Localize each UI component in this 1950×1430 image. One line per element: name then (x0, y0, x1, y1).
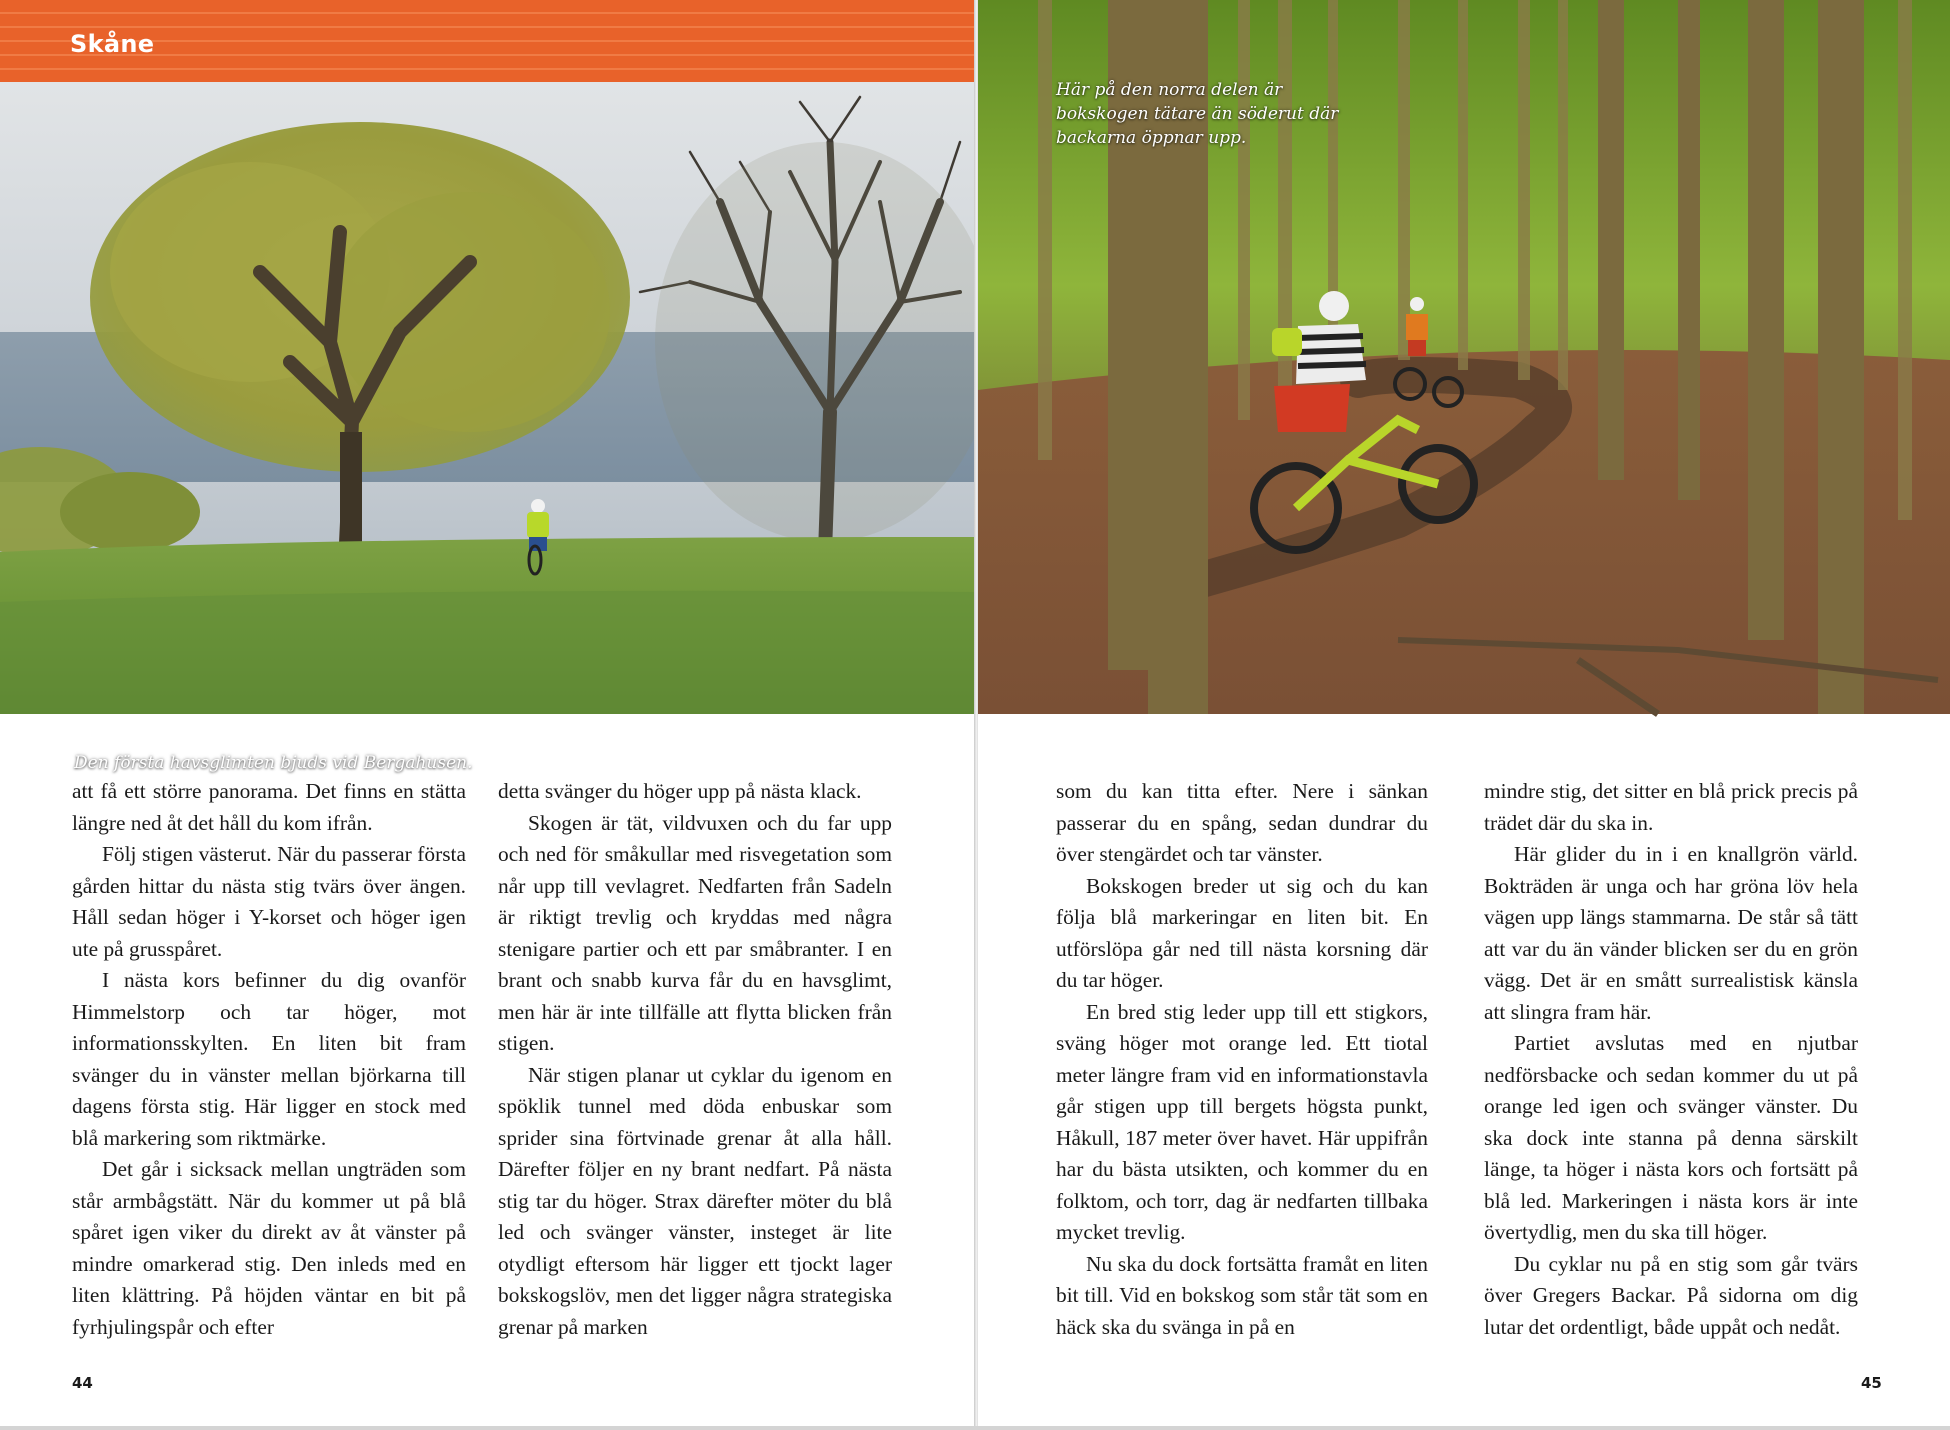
meadow-oak-photo (0, 82, 974, 773)
paragraph: Det går i sicksack mellan ungträden som står armbågstätt. När du kommer ut på blå spåret igen viker du direkt av åt vänster på mindre omarkerad stig. Den inleds med en liten klättring. På höjden väntar en bit på fyrhjulingspår och efter (72, 1157, 466, 1339)
paragraph: När stigen planar ut cyklar du igenom en spöklik tunnel med döda enbuskar som sprider sina förtvinade grenar åt alla håll. Därefter följer en ny brant nedfart. På nästa stig tar du höger. Strax därefter möter du blå led och svänger vänster, insteget är lite otydligt eftersom här ligger ett tjockt lager bokskogslöv, men det ligger några strategiska grenar på marken (498, 1062, 892, 1339)
paragraph: Du cyklar nu på en stig som går tvärs över Gregers Backar. På sidorna om dig lutar det ordentligt, både uppåt och nedåt. (1484, 1251, 1858, 1339)
text-column-2 (498, 776, 892, 1343)
paragraph: Bokskogen breder ut sig och du kan följa blå markeringar en liten bit. En utförslöpa går ned till nästa korsning där du tar höger. (1056, 873, 1428, 992)
paragraph: som du kan titta efter. Nere i sänkan passerar du en spång, sedan dundrar du över stengärdet och tar vänster. (1056, 779, 1428, 866)
paragraph: Nu ska du dock fortsätta framåt en liten bit till. Vid en bokskog som står tät som en häck ska du svänga in på en (1056, 1251, 1428, 1339)
section-title: Skåne (70, 30, 155, 58)
paragraph: Skogen är tät, vildvuxen och du far upp och ned för småkullar med risvegetation som når upp till vevlagret. Nedfarten från Sadeln är riktigt trevlig och kryddas med några stenigare partier och ett par småbranter. I en brant och snabb kurva får du en havsglimt, men här är inte tillfälle att flytta blicken från stigen. (498, 810, 892, 1055)
paragraph: detta svänger du höger upp på nästa klack. (498, 779, 862, 803)
beech-forest-photo (978, 0, 1950, 714)
paragraph: mindre stig, det sitter en blå prick precis på trädet där du ska in. (1484, 779, 1858, 835)
photo-caption: Här på den norra delen är bokskogen tätare än söderut där backarna öppnar upp. (1056, 80, 1339, 148)
page-bottom-edge (0, 1426, 1950, 1430)
page-number: 45 (1861, 1374, 1882, 1392)
paragraph: En bred stig leder upp till ett stigkors, sväng höger mot orange led. Ett tiotal meter längre fram vid en informationstavla går stigen upp till bergets högsta punkt, Håkull, 187 meter över havet. Här uppifrån har du bästa utsikten, och kommer du en folktom, och torr, dag är nedfarten tillbaka mycket trevlig. (1056, 999, 1428, 1244)
left-page (0, 0, 974, 1430)
text-column-1 (72, 776, 466, 1343)
right-page (978, 0, 1950, 1430)
section-header-band (0, 0, 974, 82)
meadow-oak-illustration (0, 82, 974, 714)
paragraph: Följ stigen västerut. När du passerar första gården hittar du nästa stig tvärs över ängen. Håll sedan höger i Y-korset och höger igen ute på grusspåret. (72, 842, 466, 961)
text-column-3 (1056, 776, 1428, 1343)
text-column-4 (1484, 776, 1858, 1343)
paragraph: I nästa kors befinner du dig ovanför Himmelstorp och tar höger, mot informationsskylten. En liten bit fram svänger du in vänster mellan björkarna till dagens första stig. Här ligger en stock med blå markering som riktmärke. (72, 968, 466, 1150)
photo-caption: Den första havsglimten bjuds vid Bergahusen. (74, 753, 473, 773)
paragraph: Partiet avslutas med en njutbar nedförsbacke och sedan kommer du ut på orange led igen och svänger vänster. Du ska dock inte stanna på denna särskilt länge, ta höger i nästa kors och fortsätt på blå led. Markeringen i nästa kors är inte övertydlig, men du ska till höger. (1484, 1031, 1858, 1244)
page-number: 44 (72, 1374, 93, 1392)
paragraph: att få ett större panorama. Det finns en stätta längre ned åt det håll du kom ifrån. (72, 779, 466, 835)
paragraph: Här glider du in i en knallgrön värld. Bokträden är unga och har gröna löv hela vägen upp längs stammarna. De står så tätt att var du än vänder blicken ser du en grön vägg. Det är en smått surrealistisk känsla att slingra fram här. (1484, 842, 1858, 1024)
